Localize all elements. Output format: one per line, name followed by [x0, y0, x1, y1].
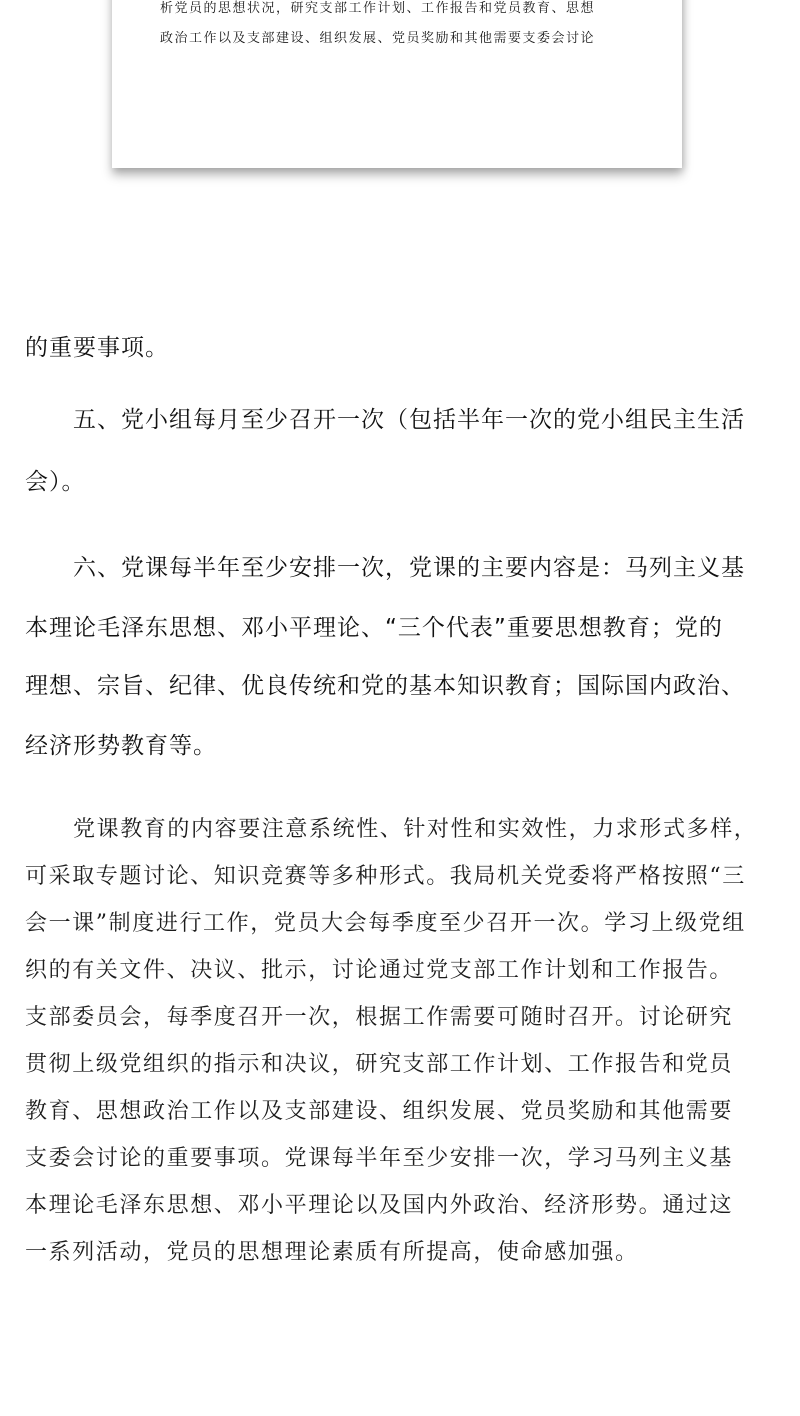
item-6-line-1: 六、党课每半年至少安排一次，党课的主要内容是：马列主义基 [73, 555, 745, 581]
summary-line-2: 可采取专题讨论、知识竞赛等多种形式。我局机关党委将严格按照“三 [25, 864, 746, 889]
preview-line-1: 析党员的思想状况，研究支部工作计划、工作报告和党员教育、思想 [160, 1, 596, 16]
summary-line-8: 支委会讨论的重要事项。党课每半年至少安排一次，学习马列主义基 [25, 1146, 734, 1171]
summary-line-1: 党课教育的内容要注意系统性、针对性和实效性，力求形式多样， [73, 817, 758, 842]
item-5-line-2: 会）。 [25, 469, 86, 495]
summary-line-6: 贯彻上级党组织的指示和决议，研究支部工作计划、工作报告和党员 [25, 1052, 734, 1077]
summary-line-3: 会一课”制度进行工作，党员大会每季度至少召开一次。学习上级党组 [25, 911, 746, 936]
continuation-line: 的重要事项。 [25, 335, 169, 361]
summary-line-9: 本理论毛泽东思想、邓小平理论以及国内外政治、经济形势。通过这 [25, 1193, 734, 1218]
summary-line-5: 支部委员会，每季度召开一次，根据工作需要可随时召开。讨论研究 [25, 1005, 734, 1030]
item-6-line-2: 本理论毛泽东思想、邓小平理论、“三个代表”重要思想教育；党的 [25, 615, 723, 641]
item-5-line-1: 五、党小组每月至少召开一次（包括半年一次的党小组民主生活 [73, 407, 745, 433]
summary-line-10: 一系列活动，党员的思想理论素质有所提高，使命感加强。 [25, 1240, 639, 1265]
item-6-line-3: 理想、宗旨、纪律、优良传统和党的基本知识教育；国际国内政治、 [25, 673, 745, 699]
document-preview-card [112, 0, 682, 168]
preview-line-2: 政治工作以及支部建设、组织发展、党员奖励和其他需要支委会讨论 [160, 31, 596, 46]
summary-line-7: 教育、思想政治工作以及支部建设、组织发展、党员奖励和其他需要 [25, 1099, 734, 1124]
item-6-line-4: 经济形势教育等。 [25, 733, 217, 759]
summary-line-4: 织的有关文件、决议、批示，讨论通过党支部工作计划和工作报告。 [25, 958, 734, 983]
